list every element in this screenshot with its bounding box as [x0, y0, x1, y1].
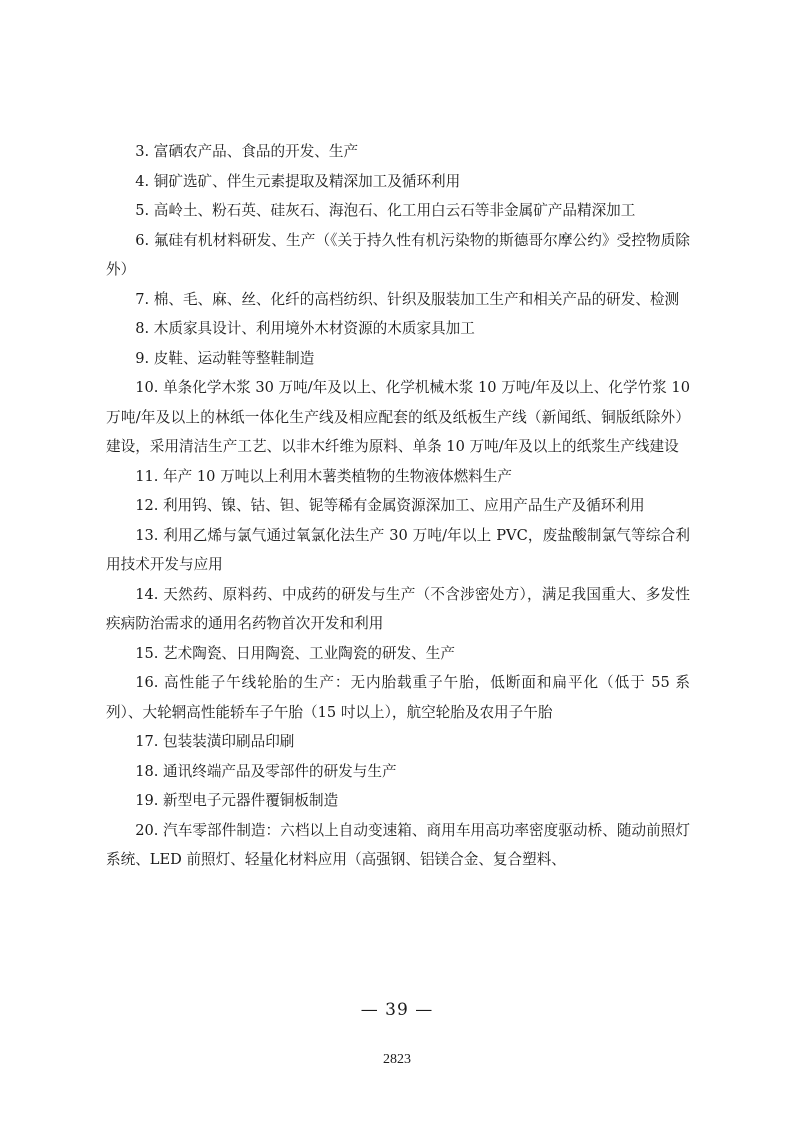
list-item: 8. 木质家具设计、利用境外木材资源的木质家具加工: [135, 320, 475, 337]
document-body: [106, 137, 690, 875]
list-item: 12. 利用钨、镍、钴、钽、铌等稀有金属资源深加工、应用产品生产及循环利用: [135, 497, 645, 514]
page-number: — 39 —: [360, 1000, 434, 1020]
list-item: 5. 高岭土、粉石英、硅灰石、海泡石、化工用白云石等非金属矿产品精深加工: [135, 202, 636, 219]
list-item: 3. 富硒农产品、食品的开发、生产: [135, 143, 359, 160]
list-item: 18. 通讯终端产品及零部件的研发与生产: [135, 762, 397, 780]
list-item: 9. 皮鞋、运动鞋等整鞋制造: [135, 349, 315, 367]
list-item: 20. 汽车零部件制造：六档以上自动变速箱、商用车用高功率密度驱动桥、随动前照灯系统、LED 前照灯、轻量化材料应用（高强钢、铝镁合金、复合塑料、: [106, 821, 690, 868]
list-item: 16. 高性能子午线轮胎的生产：无内胎载重子午胎，低断面和扁平化（低于 55 系列）、大轮辋高性能轿车子午胎（15 吋以上），航空轮胎及农用子午胎: [106, 674, 690, 721]
list-item: 15. 艺术陶瓷、日用陶瓷、工业陶瓷的研发、生产: [135, 644, 455, 662]
list-item: 4. 铜矿选矿、伴生元素提取及精深加工及循环利用: [135, 172, 461, 190]
list-item: 7. 棉、毛、麻、丝、化纤的高档纺织、针织及服装加工生产和相关产品的研发、检测: [135, 290, 680, 308]
list-item: 17. 包装装潢印刷品印刷: [135, 733, 295, 750]
list-item: 10. 单条化学木浆 30 万吨/年及以上、化学机械木浆 10 万吨/年及以上、化学竹浆 10 万吨/年及以上的林纸一体化生产线及相应配套的纸及纸板生产线（新闻纸、铜版纸除外）建设，采用清洁生产工艺、以非木纤维为原料、单条 10 万吨/年及以上的纸浆生产线建设: [106, 379, 690, 455]
list-item: 13. 利用乙烯与氯气通过氧氯化法生产 30 万吨/年以上 PVC，废盐酸制氯气等综合利用技术开发与应用: [106, 526, 690, 573]
list-item: 11. 年产 10 万吨以上利用木薯类植物的生物液体燃料生产: [135, 467, 512, 485]
list-item: 14. 天然药、原料药、中成药的研发与生产（不含涉密处方），满足我国重大、多发性疾病防治需求的通用名药物首次开发和利用: [106, 585, 690, 632]
footer-page-number: 2823: [383, 1052, 411, 1067]
list-item: 19. 新型电子元器件覆铜板制造: [135, 792, 339, 809]
list-item: 6. 氟硅有机材料研发、生产（《关于持久性有机污染物的斯德哥尔摩公约》受控物质除外）: [106, 231, 690, 278]
